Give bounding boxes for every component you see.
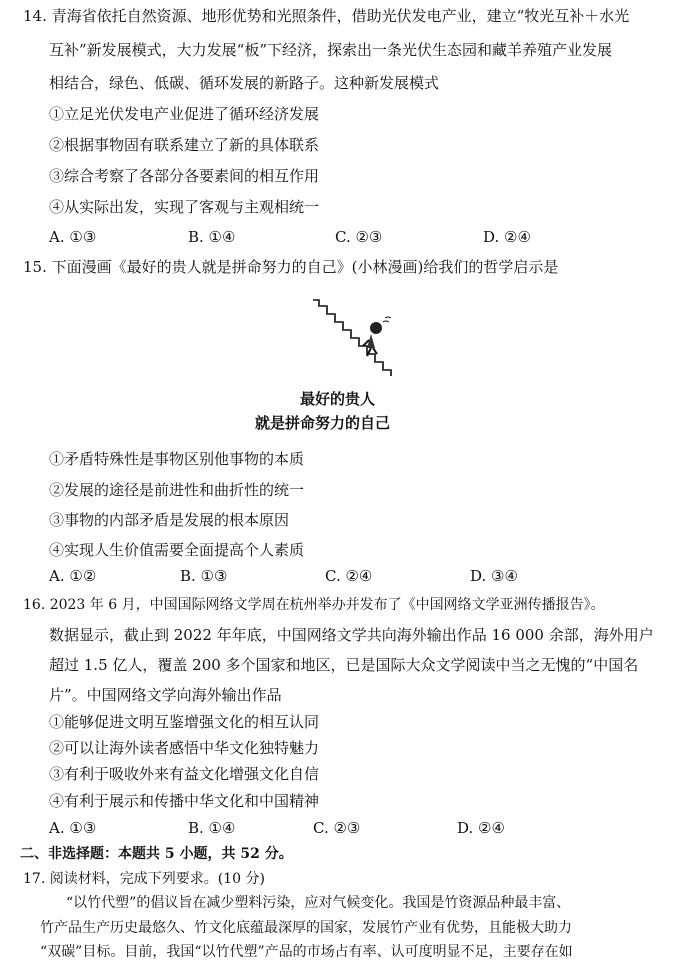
- q16-item-2: ②可以让海外读者感悟中华文化独特魅力: [49, 739, 320, 757]
- q15-stem: 15. 下面漫画《最好的贵人就是拼命努力的自己》(小林漫画)给我们的哲学启示是: [23, 258, 559, 276]
- q16-stem-line-2: 数据显示，截止到 2022 年年底，中国网络文学共向海外输出作品 16 000 余部，海外用户: [49, 626, 654, 644]
- q17-stem: 17. 阅读材料，完成下列要求。(10 分): [23, 871, 265, 887]
- q17-material-line-2: 竹产品生产历史最悠久、竹文化底蕴最深厚的国家，发展竹产业有优势，且能极大助力: [40, 920, 572, 936]
- cartoon-caption-line-1: 最好的贵人: [300, 390, 376, 408]
- q17-material-line-3: “双碳”目标。目前，我国“以竹代塑”产品的市场占有率、认可度明显不足，主要存在如: [40, 944, 573, 960]
- q16-item-1: ①能够促进文明互鉴增强文化的相互认同: [49, 713, 320, 731]
- q15-option-a: A. ①②: [49, 567, 97, 585]
- q16-option-a: A. ①③: [49, 819, 97, 837]
- q14-option-a: A. ①③: [49, 228, 97, 246]
- q16-item-4: ④有利于展示和传播中华文化和中国精神: [49, 792, 320, 810]
- q16-option-c: C. ②③: [313, 819, 361, 837]
- staircase: [313, 300, 391, 376]
- q16-option-d: D. ②④: [457, 819, 505, 837]
- q14-item-1: ①立足光伏发电产业促进了循环经济发展: [49, 105, 320, 123]
- q15-item-3: ③事物的内部矛盾是发展的根本原因: [49, 511, 290, 529]
- q14-item-2: ②根据事物固有联系建立了新的具体联系: [49, 136, 320, 154]
- q16-option-b: B. ①④: [188, 819, 236, 837]
- q16-stem-line-3: 超过 1.5 亿人，覆盖 200 多个国家和地区，已是国际大众文学阅读中当之无愧的“中国名: [49, 656, 639, 674]
- q15-option-d: D. ③④: [470, 567, 518, 585]
- q14-stem-line-2: 互补”新发展模式，大力发展“板”下经济，探索出一条光伏生态园和藏羊养殖产业发展: [49, 41, 613, 59]
- q17-material-line-1: “以竹代塑”的倡议旨在减少塑料污染，应对气候变化。我国是竹资源品种最丰富、: [66, 895, 571, 911]
- q15-item-2: ②发展的途径是前进性和曲折性的统一: [49, 481, 305, 499]
- cartoon-illustration: [305, 290, 415, 380]
- section-2-heading: 二、非选择题：本题共 5 小题，共 52 分。: [20, 846, 293, 862]
- q14-stem-line-1: 14. 青海省依托自然资源、地形优势和光照条件，借助光伏发电产业，建立“牧光互补＋水光: [23, 7, 630, 25]
- q14-item-3: ③综合考察了各部分各要素间的相互作用: [49, 167, 320, 185]
- q15-item-4: ④实现人生价值需要全面提高个人素质: [49, 541, 305, 559]
- q16-item-3: ③有利于吸收外来有益文化增强文化自信: [49, 765, 320, 783]
- q15-option-b: B. ①③: [180, 567, 228, 585]
- q14-option-d: D. ②④: [483, 228, 531, 246]
- q14-option-b: B. ①④: [188, 228, 236, 246]
- q15-option-c: C. ②④: [325, 567, 373, 585]
- q16-stem-line-1: 16. 2023 年 6 月，中国国际网络文学周在杭州举办并发布了《中国网络文学亚洲传播报告》。: [23, 597, 605, 613]
- q14-option-c: C. ②③: [335, 228, 383, 246]
- cartoon-caption-line-2: 就是拼命努力的自己: [255, 414, 391, 432]
- q16-stem-line-4: 片”。中国网络文学向海外输出作品: [49, 686, 282, 704]
- q15-item-1: ①矛盾特殊性是事物区别他事物的本质: [49, 450, 305, 468]
- q14-item-4: ④从实际出发，实现了客观与主观相统一: [49, 198, 320, 216]
- q14-stem-line-3: 相结合，绿色、低碳、循环发展的新路子。这种新发展模式: [49, 74, 440, 92]
